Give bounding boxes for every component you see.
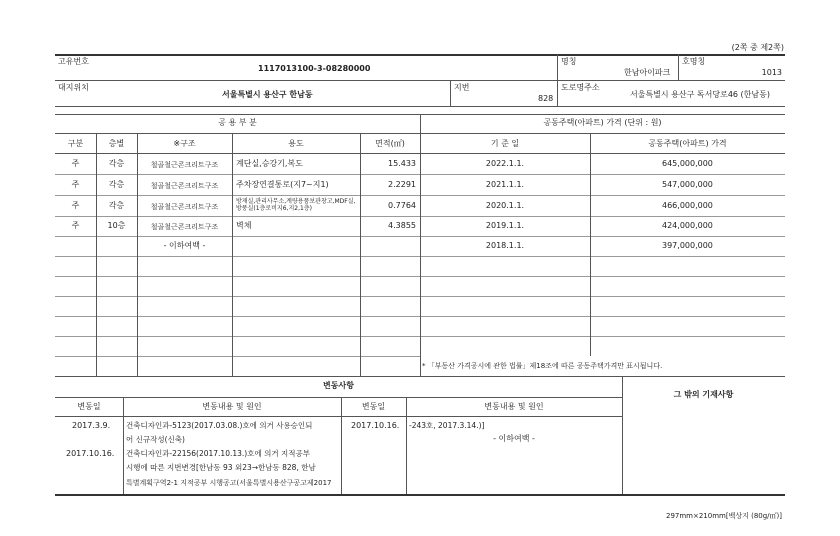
row-use: 벽체: [236, 221, 252, 230]
row-floor: 각층: [108, 159, 125, 168]
row-structure: 철골철근콘크리트구조: [150, 161, 219, 169]
lot-value: 828: [538, 94, 554, 103]
dong-label: 호명칭: [682, 57, 706, 66]
name-label: 명칭: [561, 57, 577, 66]
row-use: 계단실,승강기,복도: [236, 159, 303, 168]
paper-spec: 297mm×210mm[백상지 (80g/㎡)]: [665, 512, 782, 520]
row-structure: 철골철근콘크리트구조: [150, 182, 219, 190]
price-value: 466,000,000: [662, 201, 713, 210]
row-floor: 각층: [108, 180, 125, 189]
row-kind: 주: [71, 201, 80, 210]
change-line: 특별계획구역2-1 지적공부 시행공고(서울특별시용산구공고제2017: [126, 479, 332, 487]
site-value: 서울특별시 용산구 한남동: [222, 90, 313, 99]
page-number-label: (2쪽 중 제2쪽): [731, 43, 784, 52]
price-section-title: 공동주택(아파트) 가격 (단위 : 원): [543, 118, 662, 127]
lot-label: 지번: [454, 83, 470, 92]
price-note: * 「부동산 가격공시에 관한 법률」제18조에 따른 공동주택가격만 표시됩니다.: [422, 362, 663, 370]
row-floor: 10층: [107, 221, 126, 230]
row-structure: 철골철근콘크리트구조: [150, 203, 219, 211]
price-value: 424,000,000: [662, 221, 713, 230]
change-line: 시행에 따른 지번변경[한남동 93 외23→한남동 828, 한남: [126, 463, 316, 472]
common-section-title: 공 용 부 분: [218, 118, 257, 127]
row-use: 주차장연결통로(지7~지1): [236, 180, 329, 189]
price-date: 2018.1.1.: [485, 241, 525, 250]
change-date-1: 2017.3.9.: [72, 421, 111, 430]
other-title: 그 밖의 기재사항: [673, 390, 734, 399]
col-use: 용도: [288, 139, 304, 148]
col-kind: 구분: [67, 139, 84, 148]
change-line: 건축디자인과-5123(2017.03.08.)호에 의거 사용승인되: [126, 421, 313, 430]
row-kind: 주: [71, 221, 80, 230]
row-area: 2.2291: [388, 180, 416, 189]
price-value: 397,000,000: [662, 241, 713, 250]
changes-title: 변동사항: [323, 381, 354, 390]
change-line: 건축디자인과-22156(2017.10.13.)호에 의거 지적공부: [126, 449, 310, 458]
row-area: 15.433: [388, 159, 416, 168]
site-label: 대지위치: [58, 83, 89, 92]
row-area: 4.3855: [388, 221, 416, 230]
unique-no-value: 1117013100-3-08280000: [258, 64, 371, 73]
price-date: 2022.1.1.: [485, 159, 525, 168]
col-price: 공동주택(아파트) 가격: [648, 139, 727, 148]
dong-value: 1013: [761, 68, 782, 77]
col-structure: ※구조: [173, 139, 196, 148]
row-floor: 각층: [108, 201, 125, 210]
change-date-2: 2017.10.16.: [66, 449, 115, 458]
price-value: 645,000,000: [662, 159, 713, 168]
col-floor: 층별: [108, 139, 125, 148]
row-kind: 주: [71, 159, 80, 168]
unique-no-label: 고유번호: [58, 57, 89, 66]
price-date: 2020.1.1.: [485, 201, 525, 210]
col-date: 기 준 일: [490, 139, 520, 148]
price-date: 2019.1.1.: [485, 221, 525, 230]
row-area: 0.7764: [388, 201, 416, 210]
change-date-3: 2017.10.16.: [351, 421, 400, 430]
road-value: 서울특별시 용산구 독서당로46 (한남동): [630, 90, 770, 99]
changes-col-date-2: 변동일: [361, 402, 386, 411]
row-kind: 주: [71, 180, 80, 189]
row-blank-marker: - 이하여백 -: [163, 241, 206, 250]
row-structure: 철골철근콘크리트구조: [150, 223, 219, 231]
col-area: 면적(㎡): [375, 139, 405, 148]
price-date: 2021.1.1.: [485, 180, 525, 189]
changes-col-date: 변동일: [77, 402, 101, 411]
changes-col-content-2: 변동내용 및 원인: [484, 402, 544, 411]
road-label: 도로명주소: [561, 83, 600, 92]
change-blank-marker: - 이하여백 -: [493, 434, 535, 443]
change-line: -243호, 2017.3.14.)]: [409, 421, 485, 430]
row-use: 방재실,관리사무소,계량용품보관창고,MDF실,방풍실(1층로비지6,지2,1층): [236, 198, 356, 212]
name-value: 한남아이파크: [624, 68, 671, 77]
change-line: 어 신규작성(신축): [126, 435, 185, 444]
changes-col-content: 변동내용 및 원인: [202, 402, 262, 411]
price-value: 547,000,000: [662, 180, 713, 189]
